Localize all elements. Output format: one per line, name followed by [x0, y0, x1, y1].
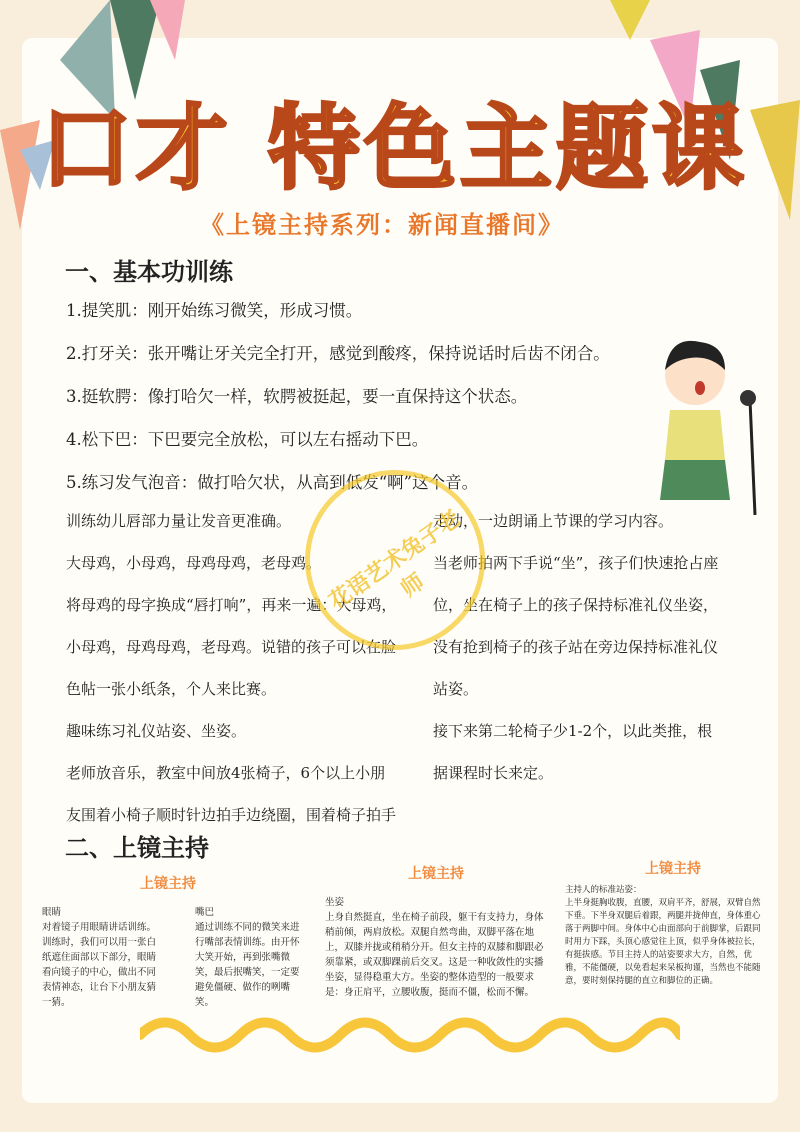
text-line: 老师放音乐，教室中间放4张椅子，6个以上小朋: [66, 764, 386, 782]
exercise-item: 1.提笑肌：刚开始练习微笑，形成习惯。: [66, 301, 363, 320]
panel-mouth: [195, 905, 307, 1010]
text-line: 接下来第二轮椅子少1-2个，以此类推，根: [433, 722, 713, 740]
panel-text: 上半身挺胸收腹，直腰，双肩平齐，舒展，双臂自然下垂。下半身双腿后着跟，两腿并拢伸直，身体重心落于两脚中间。身体中心由面部向于前脚掌，后跟同时用力下踩，头顶心感觉往上顶，似乎身体被拉长，有挺拔感。节目主持人的站姿要求大方，自然，优雅，不能僵硬，以免看起来呆板拘谨，当然也不能随意，要时刻保持腿的直立和脚位的正确。: [565, 898, 761, 986]
panel-sitting: [325, 895, 550, 1000]
section-heading-oncamera: 二、上镜主持: [65, 833, 209, 862]
section-heading-basics: 一、基本功训练: [65, 257, 233, 286]
panel-title: 上镜主持: [140, 876, 196, 892]
flag-icon: [150, 0, 185, 60]
text-line: 当老师拍两下手说“坐”，孩子们快速抢占座: [433, 554, 719, 572]
text-line: 走动，一边朗诵上节课的学习内容。: [433, 512, 674, 530]
text-line: 据课程时长来定。: [433, 764, 554, 782]
panel-heading: 嘴巴: [195, 907, 215, 918]
panel-title: 上镜主持: [645, 861, 701, 877]
panel-text: 上身自然挺直，坐在椅子前段，躯干有支持力，身体稍前倾，两肩放松。双腿自然弯曲，双脚平落在地上，双膝并拢或稍稍分开。但女主持的双膝和脚跟必须靠紧，或双脚踝前后交叉。这是一种收敛性的实播坐姿，显得稳重大方。坐姿的整体造型的一般要求是：身正肩平，立腰收腹，挺而不僵，松而不懈。: [325, 912, 544, 998]
text-line: 位，坐在椅子上的孩子保持标准礼仪坐姿，: [433, 596, 719, 614]
exercise-item: 5.练习发气泡音：做打哈欠状，从高到低发“啊”这个音。: [66, 473, 479, 492]
text-line: 小母鸡，母鸡母鸡，老母鸡。说错的孩子可以在脸: [66, 638, 397, 656]
wavy-line-decoration: [140, 1010, 680, 1060]
text-line: 将母鸡的母字换成“唇打响”，再来一遍：大母鸡，: [66, 596, 397, 614]
panel-heading: 坐姿: [325, 897, 345, 908]
watermark-text: 花语艺术兔子老师: [325, 506, 466, 615]
panel-standing: [565, 884, 765, 988]
text-line: 色帖一张小纸条，个人来比赛。: [66, 680, 277, 698]
exercise-item: 3.挺软腭：像打哈欠一样，软腭被挺起，要一直保持这个状态。: [66, 387, 528, 406]
flag-icon: [610, 0, 650, 40]
text-line: 站姿。: [433, 680, 479, 698]
singing-boy-illustration: [650, 330, 780, 520]
exercise-item: 4.松下巴：下巴要完全放松，可以左右摇动下巴。: [66, 430, 429, 449]
text-line: 没有抢到椅子的孩子站在旁边保持标准礼仪: [433, 638, 719, 656]
panel-title: 上镜主持: [408, 866, 464, 882]
panel-text: 对着镜子用眼睛讲话训练。训练时，我们可以用一张白纸遮住面部以下部分，眼睛看向镜子的中心，做出不同表情神态，让台下小朋友猜一猜。: [42, 922, 157, 1008]
text-line: 大母鸡，小母鸡，母鸡母鸡，老母鸡。: [66, 554, 322, 572]
panel-heading: 主持人的标准站姿：: [565, 885, 642, 895]
text-line: 趣味练习礼仪站姿、坐姿。: [66, 722, 247, 740]
subtitle: 《上镜主持系列：新闻直播间》: [200, 211, 564, 239]
text-line: 友围着小椅子顺时针边拍手边绕圈，围着椅子拍手: [66, 806, 397, 824]
panel-eyes: [42, 905, 162, 1010]
panel-heading: 眼睛: [42, 907, 62, 918]
text-line: 训练幼儿唇部力量让发音更准确。: [66, 512, 292, 530]
exercise-item: 2.打牙关：张开嘴让牙关完全打开，感觉到酸疼，保持说话时后齿不闭合。: [66, 344, 610, 363]
panel-text: 通过训练不同的微笑来进行嘴部表情训练。由开怀大笑开始，再到张嘴微笑，最后抿嘴笑，一定要避免僵硬、做作的咧嘴笑。: [195, 922, 300, 1008]
page-title: 口才 特色主题课: [40, 95, 749, 202]
